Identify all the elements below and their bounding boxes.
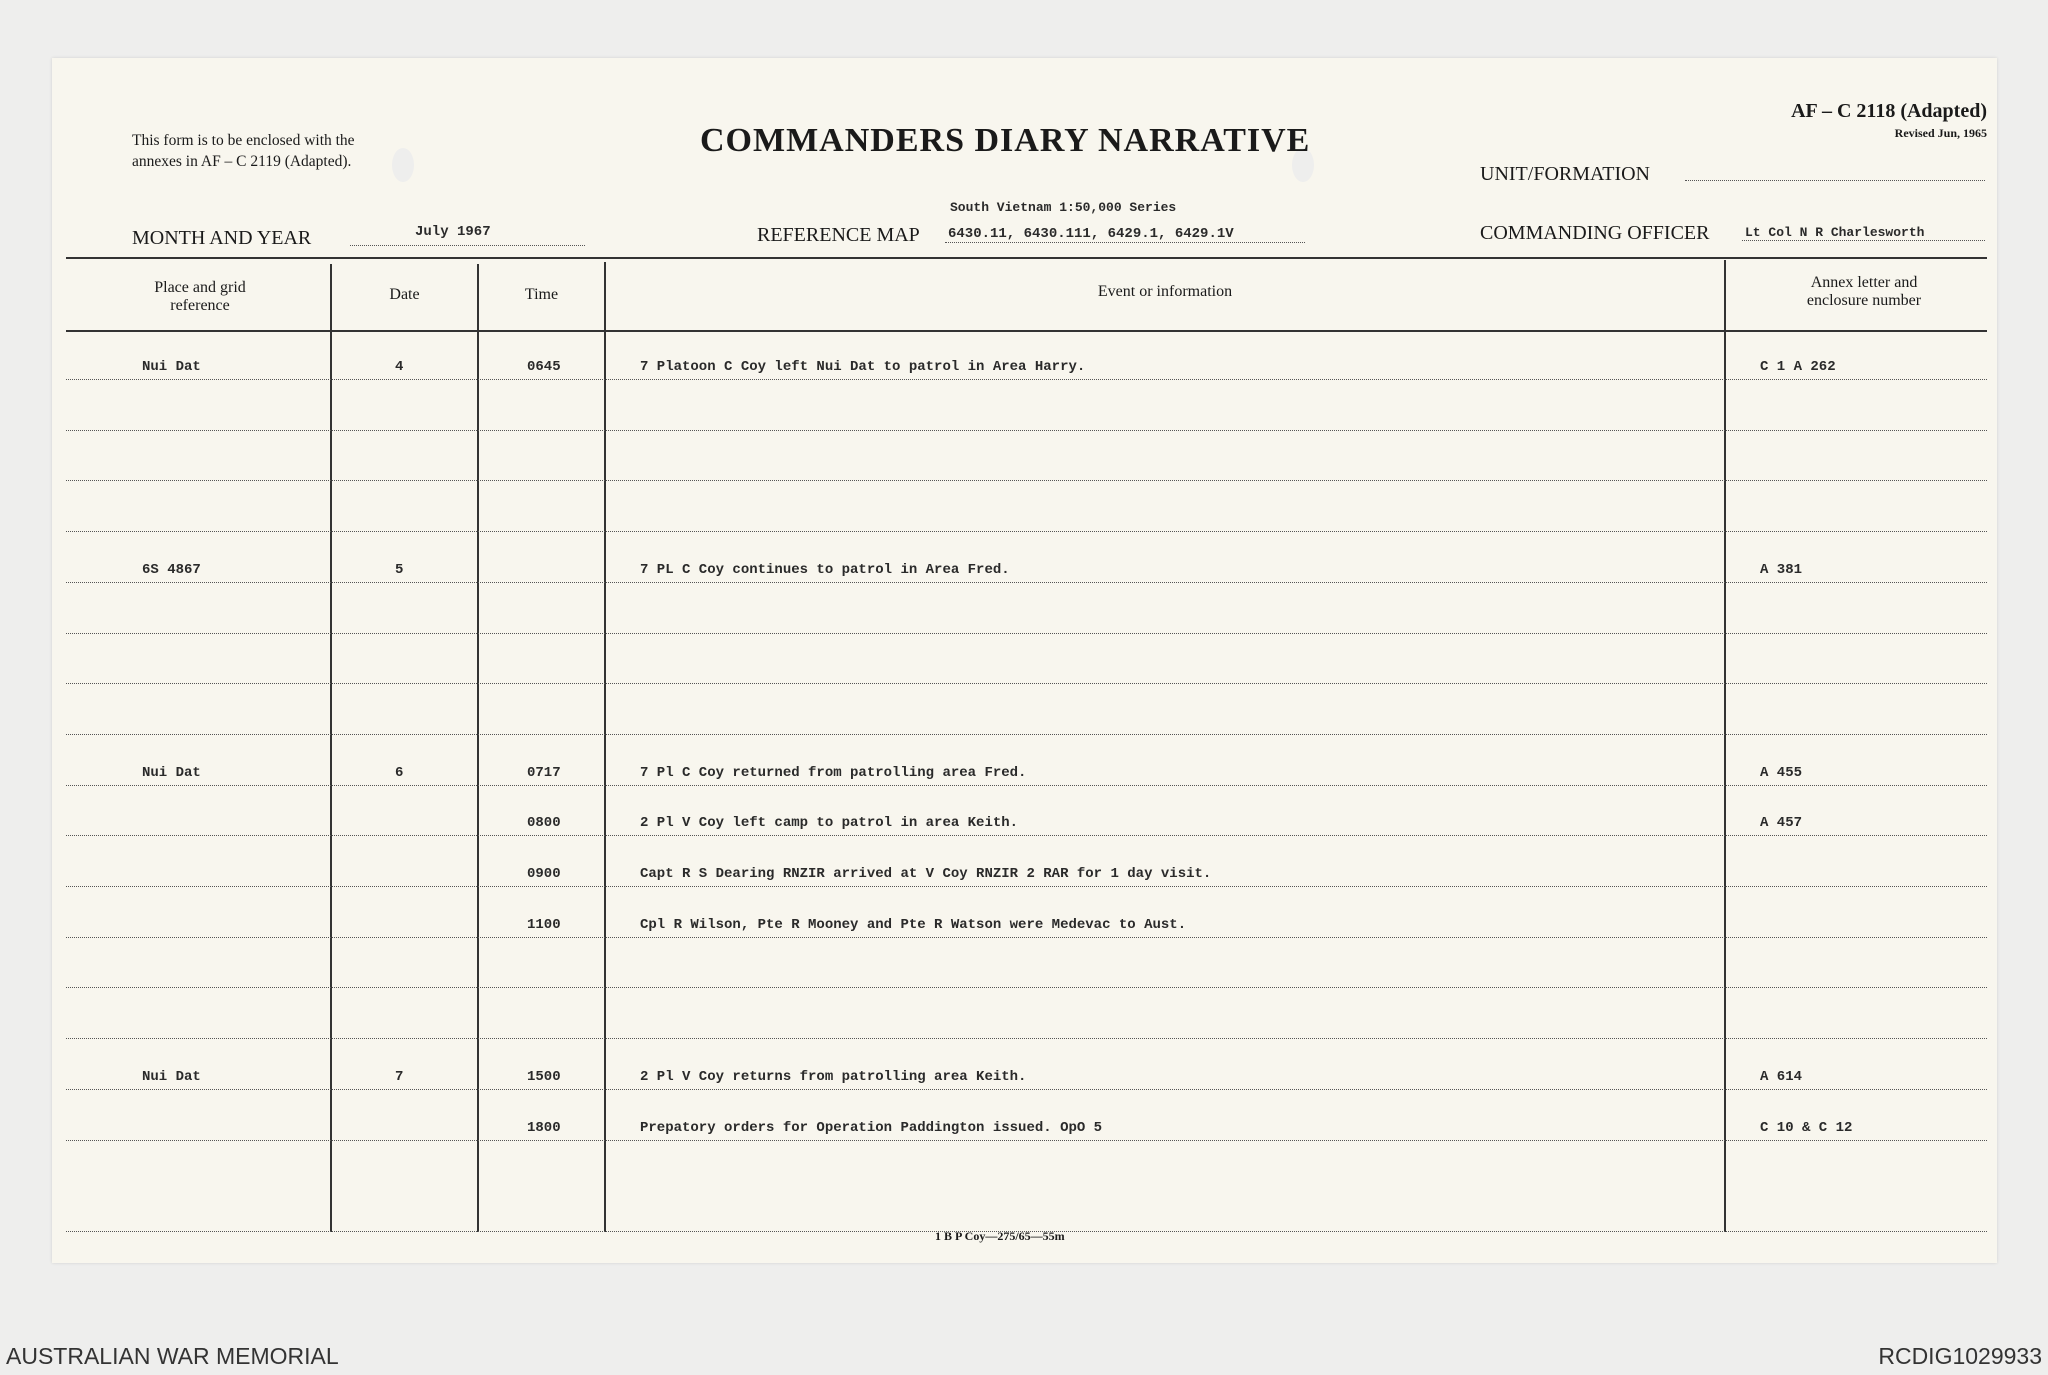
col-header-line: Annex letter and	[1810, 274, 1918, 291]
col-header-annex	[1726, 274, 2002, 310]
cell-time: 1800	[527, 1119, 561, 1136]
column-divider	[330, 264, 332, 1232]
cell-place: Nui Dat	[142, 764, 201, 781]
reference-map-line	[945, 242, 1305, 243]
cell-event: 7 PL C Coy continues to patrol in Area Fred.	[640, 561, 1010, 578]
row-rule	[66, 379, 1987, 380]
cell-event: Cpl R Wilson, Pte R Mooney and Pte R Watson were Medevac to Aust.	[640, 916, 1187, 933]
cell-time: 0900	[527, 866, 561, 882]
cell-event: 2 Pl V Coy returns from patrolling area Keith.	[640, 1068, 1027, 1085]
cell-event: Prepatory orders for Operation Paddington issued. OpO 5	[640, 1119, 1103, 1136]
column-divider	[604, 262, 606, 1232]
row-rule	[66, 734, 1987, 735]
col-header-place	[110, 279, 290, 315]
row-rule	[66, 1140, 1987, 1141]
enclosure-note-line: This form is to be enclosed with the	[132, 132, 355, 149]
unit-formation-label: UNIT/FORMATION	[1480, 163, 1650, 185]
cell-date: 4	[395, 359, 404, 375]
commanding-officer-line	[1742, 240, 1985, 241]
cell-annex: C 1 A 262	[1760, 359, 1836, 375]
commanding-officer-label: COMMANDING OFFICER	[1480, 222, 1710, 244]
row-rule	[66, 1038, 1987, 1039]
row-rule	[66, 937, 1987, 938]
cell-time: 1500	[527, 1068, 561, 1085]
month-year-label: MONTH AND YEAR	[132, 227, 312, 249]
cell-time: 0717	[527, 764, 561, 781]
cell-event: Capt R S Dearing RNZIR arrived at V Coy RNZIR 2 RAR for 1 day visit.	[640, 866, 1212, 882]
column-divider	[1724, 260, 1726, 1232]
row-rule	[66, 987, 1987, 988]
row-rule	[66, 633, 1987, 634]
reference-map-label: REFERENCE MAP	[757, 224, 920, 246]
cell-time: 0800	[527, 815, 561, 832]
table-header-rule	[66, 330, 1987, 332]
cell-date: 5	[395, 561, 404, 578]
row-rule	[66, 480, 1987, 481]
row-rule	[66, 531, 1987, 532]
table-top-rule	[66, 257, 1987, 259]
cell-annex: C 10 & C 12	[1760, 1119, 1853, 1136]
reference-map-value: 6430.11, 6430.111, 6429.1, 6429.1V	[948, 226, 1234, 242]
revision-date: Revised Jun, 1965	[1894, 126, 1987, 140]
col-header-line: enclosure number	[1806, 292, 1922, 309]
cell-event: 7 Pl C Coy returned from patrolling area Fred.	[640, 764, 1027, 781]
col-header-line: reference	[170, 297, 230, 314]
form-code: AF – C 2118 (Adapted)	[1791, 100, 1987, 122]
archive-caption: AUSTRALIAN WAR MEMORIAL	[6, 1343, 339, 1369]
col-header-event: Event or information	[1097, 283, 1233, 300]
row-rule	[66, 785, 1987, 786]
cell-annex: A 614	[1760, 1068, 1803, 1085]
enclosure-note	[132, 130, 355, 172]
form-title: COMMANDERS DIARY NARRATIVE	[700, 122, 1311, 159]
row-rule	[66, 683, 1987, 684]
map-series: South Vietnam 1:50,000 Series	[950, 200, 1177, 215]
cell-place: Nui Dat	[142, 1068, 201, 1085]
cell-place: 6S 4867	[142, 561, 201, 578]
cell-annex: A 457	[1760, 815, 1803, 832]
month-year-value: July 1967	[415, 224, 491, 240]
cell-date: 7	[395, 1068, 404, 1085]
cell-event: 7 Platoon C Coy left Nui Dat to patrol in Area Harry.	[640, 359, 1086, 375]
column-divider	[477, 264, 479, 1232]
unit-formation-line	[1685, 180, 1985, 181]
enclosure-note-line: annexes in AF – C 2119 (Adapted).	[132, 153, 352, 170]
row-rule	[66, 886, 1987, 887]
print-code: 1 B P Coy—275/65—55m	[935, 1229, 1065, 1243]
row-rule	[66, 1089, 1987, 1090]
row-rule	[66, 430, 1987, 431]
commanding-officer-value: Lt Col N R Charlesworth	[1745, 225, 1925, 240]
cell-place: Nui Dat	[142, 359, 201, 375]
cell-event: 2 Pl V Coy left camp to patrol in area Keith.	[640, 815, 1019, 832]
col-header-line: Place and grid	[154, 279, 246, 296]
col-header-time: Time	[524, 286, 559, 303]
month-year-line	[350, 245, 585, 246]
cell-annex: A 381	[1760, 561, 1803, 578]
cell-time: 0645	[527, 359, 561, 375]
cell-time: 1100	[527, 916, 561, 933]
col-header-date: Date	[389, 286, 420, 303]
cell-date: 6	[395, 764, 404, 781]
cell-annex: A 455	[1760, 764, 1803, 781]
record-id: RCDIG1029933	[1878, 1343, 2042, 1369]
row-rule	[66, 835, 1987, 836]
row-rule	[66, 582, 1987, 583]
punch-hole	[392, 148, 414, 182]
